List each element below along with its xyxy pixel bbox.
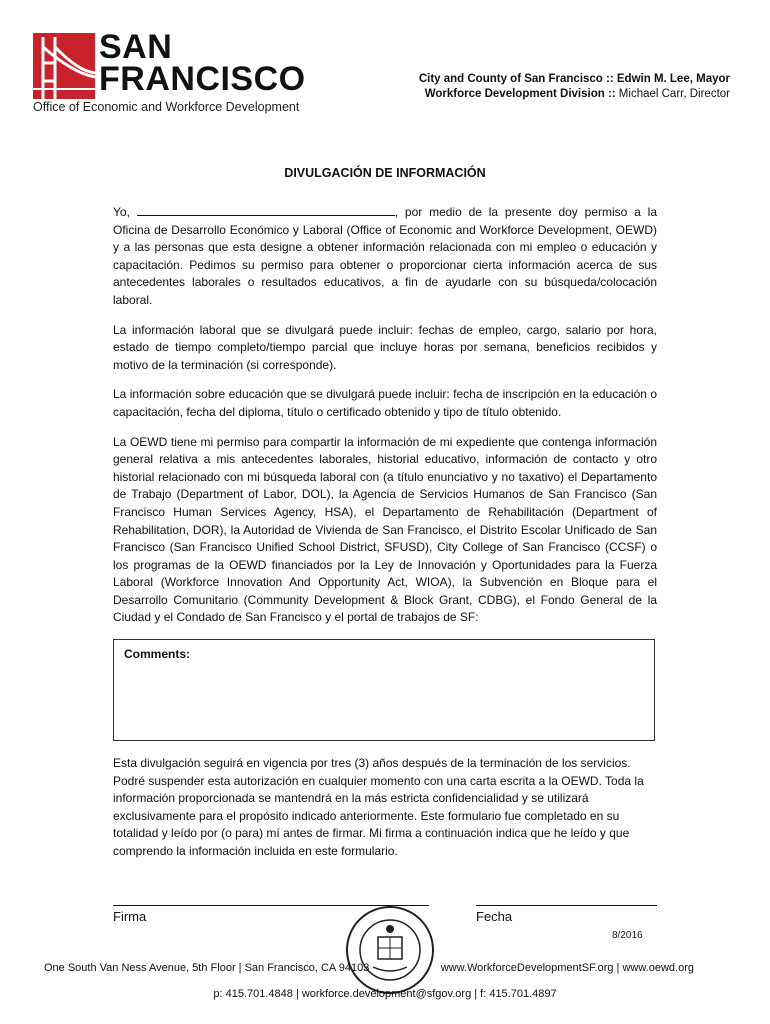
header-division-name: Workforce Development Division :: <box>424 88 616 100</box>
sf-oewd-logo <box>33 28 306 118</box>
document-title: DIVULGACIÓN DE INFORMACIÓN <box>284 166 486 180</box>
paragraph-consent-start: Yo, <box>113 205 130 219</box>
paragraph-consent <box>113 203 657 310</box>
header-director-name: Michael Carr, Director <box>615 88 730 100</box>
city-seal-icon <box>345 905 435 995</box>
paragraph-validity: Esta divulgación seguirá en vigencia por tres (3) años después de la terminación de los servicios. Podré suspender esta autorización en cualquier momento con una carta escrita a la OEWD. Toda la información proporcionada se mantendrá en la más estricta confidencialidad y se utilizará exclusivamente para el propósito indicado anteriormente. Este formulario fue completado en su totalidad y leído por (o para) mí antes de firmar. Mi firma a continuación indica que he leído y que comprendo la información incluida en este formulario. <box>113 756 644 859</box>
document-body <box>113 203 657 873</box>
header-city-line: City and County of San Francisco :: Edwin M. Lee, Mayor <box>418 73 730 85</box>
logo-francisco-text: FRANCISCO <box>99 60 306 98</box>
paragraph-sharing-permission: La OEWD tiene mi permiso para compartir la información de mi expediente que contenga información general relativa a mis antecedentes laborales, historial educativo, información de contacto y otro historial relacionado con mi búsqueda laboral con (a título enunciativo y no taxativo) el Departamento de Trabajo (Department of Labor, DOL), la Agencia de Servicios Humanos de San Francisco (San Francisco Human Services Agency, HSA), el Departamento de Rehabilitación (Department of Rehabilitation, DOR), la Autoridad de Vivienda de San Francisco, el Distrito Escolar Unificado de San Francisco (San Francisco Unified School District, SFUSD), City College of San Francisco (CCSF) o los programas de la OEWD financiados por la Ley de Innovación y Oportunidades para la Fuerza Laboral (Workforce Innovation And Opportunity Act, WIOA), la Subvención en Bloque para el Desarrollo Comunitario (Community Development & Block Grant, CDBG), el Fondo General de la Ciudad y el Condado de San Francisco y el portal de trabajos de SF: <box>113 434 657 625</box>
header-city-info <box>419 72 730 102</box>
name-blank-field[interactable] <box>137 203 395 216</box>
header-division-line <box>419 87 730 102</box>
logo-office-subtitle: Office of Economic and Workforce Development <box>33 100 300 114</box>
date-label: Fecha <box>476 909 513 924</box>
logo-san-text: SAN <box>99 28 173 66</box>
golden-gate-bridge-icon <box>33 33 95 99</box>
comments-box[interactable] <box>113 639 655 741</box>
signature-label: Firma <box>113 909 147 924</box>
footer-websites: www.WorkforceDevelopmentSF.org | www.oewd.org <box>440 962 694 974</box>
paragraph-education-info: La información sobre educación que se divulgará puede incluir: fecha de inscripción en la educación o capacitación, fecha del diploma, título o certificado obtenido y tipo de título obtenido. <box>113 387 657 419</box>
footer-address: One South Van Ness Avenue, 5th Floor | San Francisco, CA 94103 <box>44 962 370 974</box>
paragraph-consent-rest: , por medio de la presente doy permiso a la Oficina de Desarrollo Económico y Laboral (Office of Economic and Workforce Development, OEWD) y a las personas que esta designe a obtener información relacionada con mi empleo o educación y capacitación. Pedimos su permiso para obtener o proporcionar cierta información acerca de sus antecedentes laborales o resultados educativos, a fin de ayudarle con su búsqueda/colocación laboral. <box>113 205 657 307</box>
footer-contact: p: 415.701.4848 | workforce.development@sfgov.org | f: 415.701.4897 <box>213 988 557 1000</box>
form-version-date: 8/2016 <box>612 930 643 941</box>
date-line[interactable] <box>476 905 657 906</box>
comments-label: Comments: <box>124 647 191 662</box>
paragraph-employment-info: La información laboral que se divulgará puede incluir: fechas de empleo, cargo, salario por hora, estado de tiempo completo/tiempo parcial que incluye horas por semana, beneficios recibidos y motivo de la terminación (si corresponde). <box>113 322 657 372</box>
